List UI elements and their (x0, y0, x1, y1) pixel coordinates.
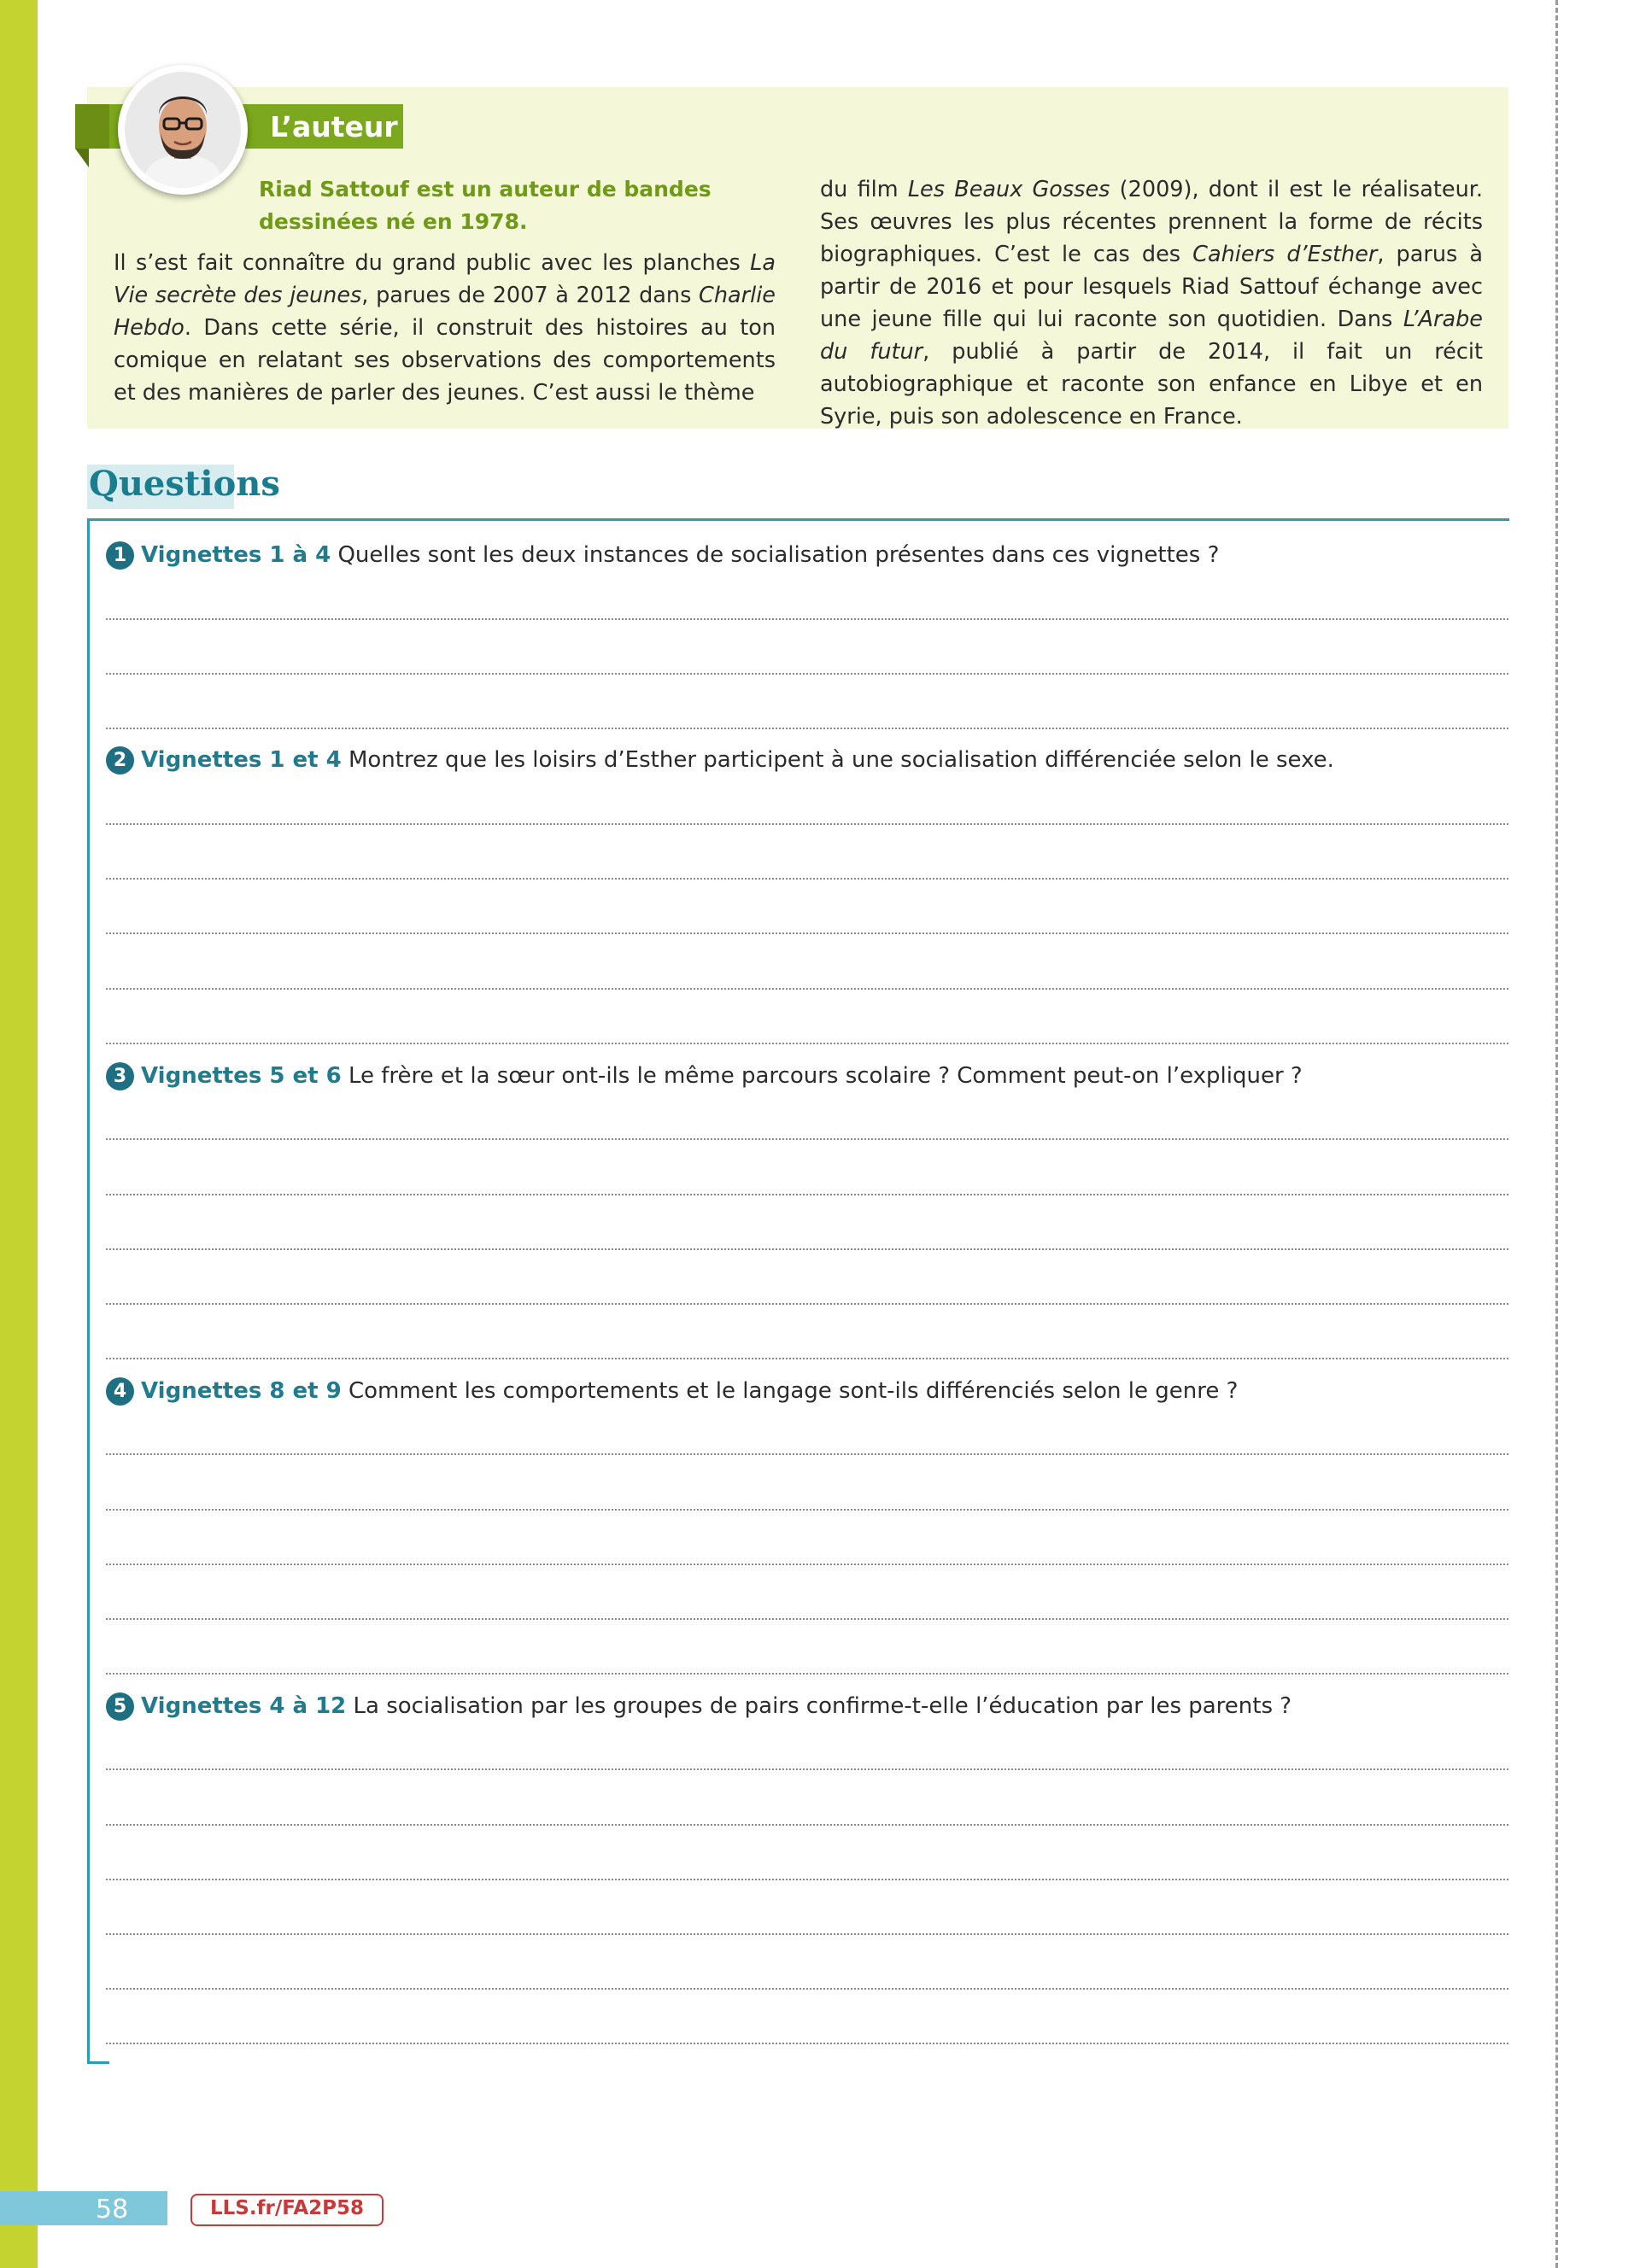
question-number-badge: 2 (106, 746, 134, 775)
author-text-column-1 (114, 247, 776, 409)
question-1 (106, 540, 1507, 570)
text-run: . Dans cette série, il construit des histoires au ton comique en relatant ses observations des comportements et des manières de parler des jeunes. C’est aussi le thème (114, 315, 776, 406)
text-run: du film (820, 177, 908, 202)
text-run: , parues de 2007 à 2012 dans (361, 283, 700, 308)
answer-line[interactable] (106, 988, 1508, 990)
answer-line[interactable] (106, 1879, 1508, 1880)
answer-line[interactable] (106, 1673, 1508, 1675)
italic-title: Charlie Hebdo (114, 283, 776, 341)
question-vignettes: Vignettes 4 à 12 (141, 1693, 347, 1719)
author-tag-fold (75, 149, 89, 167)
author-text-column-2 (820, 173, 1483, 433)
question-text: Le frère et la sœur ont-ils le même parcours scolaire ? Comment peut-on l’expliquer ? (341, 1063, 1303, 1089)
page-number: 58 (96, 2195, 129, 2224)
answer-line[interactable] (106, 728, 1508, 729)
question-vignettes: Vignettes 1 et 4 (141, 747, 342, 773)
italic-title: Les Beaux Gosses (907, 177, 1110, 202)
author-portrait-image (125, 72, 241, 188)
answer-line[interactable] (106, 1358, 1508, 1359)
answer-line[interactable] (106, 1564, 1508, 1565)
answer-line[interactable] (106, 1618, 1508, 1620)
answer-line[interactable] (106, 1248, 1508, 1250)
answer-line[interactable] (106, 1933, 1508, 1935)
text-run: , parus à partir de 2016 et pour lesquels Riad Sattouf échange avec une jeune fille qui lui raconte son quotidien. Dans (820, 242, 1483, 332)
question-2 (106, 745, 1507, 775)
answer-line[interactable] (106, 823, 1508, 825)
question-number-badge: 4 (106, 1377, 134, 1406)
questions-side-rule (87, 518, 90, 2064)
italic-title: La Vie secrète des jeunes (114, 250, 776, 308)
answer-line[interactable] (106, 932, 1508, 934)
answer-line[interactable] (106, 1194, 1508, 1195)
answer-line[interactable] (106, 1768, 1508, 1770)
author-tag-tab (75, 104, 109, 149)
italic-title: Cahiers d’Esther (1192, 242, 1378, 267)
answer-line[interactable] (106, 1988, 1508, 1990)
italic-title: L’Arabe du futur (820, 307, 1483, 365)
left-color-band (0, 0, 38, 2268)
questions-bottom-tick (87, 2061, 109, 2064)
question-text: Comment les comportements et le langage sont-ils différenciés selon le genre ? (341, 1378, 1239, 1404)
question-text: Montrez que les loisirs d’Esther participent à une socialisation différenciée selon le sexe. (341, 747, 1334, 773)
answer-line[interactable] (106, 1824, 1508, 1826)
question-text: La socialisation par les groupes de pairs confirme-t-elle l’éducation par les parents ? (346, 1693, 1292, 1719)
answer-line[interactable] (106, 1509, 1508, 1511)
resource-link[interactable] (190, 2194, 384, 2226)
page-cut-edge (1555, 0, 1558, 2268)
text-run: Il s’est fait connaître du grand public avec les planches (114, 250, 751, 276)
answer-line[interactable] (106, 1453, 1508, 1455)
answer-line[interactable] (106, 2043, 1508, 2044)
answer-line[interactable] (106, 878, 1508, 880)
text-run: , publié à partir de 2014, il fait un récit autobiographique et raconte son enfance en Libye et en Syrie, puis son adolescence en France. (820, 339, 1483, 430)
question-5 (106, 1691, 1507, 1721)
question-number-badge: 3 (106, 1062, 134, 1090)
answer-line[interactable] (106, 1303, 1508, 1305)
question-vignettes: Vignettes 8 et 9 (141, 1378, 342, 1404)
author-lead: Riad Sattouf est un auteur de bandes dessinées né en 1978. (259, 177, 712, 234)
question-3 (106, 1061, 1507, 1091)
page-number-band (0, 2191, 167, 2225)
answer-line[interactable] (106, 1138, 1508, 1140)
text-run: (2009), dont il est le réalisateur. Ses œuvres les plus récentes prennent la forme de récits biographiques. C’est le cas des (820, 177, 1484, 267)
author-portrait (118, 65, 248, 195)
answer-line[interactable] (106, 673, 1508, 675)
answer-line[interactable] (106, 1043, 1508, 1044)
question-vignettes: Vignettes 1 à 4 (141, 542, 331, 568)
question-vignettes: Vignettes 5 et 6 (141, 1063, 342, 1089)
question-4 (106, 1376, 1507, 1406)
question-text: Quelles sont les deux instances de socialisation présentes dans ces vignettes ? (331, 542, 1220, 568)
questions-top-rule (87, 518, 1509, 521)
question-number-badge: 5 (106, 1692, 134, 1721)
questions-title: Questions (89, 464, 280, 504)
question-number-badge: 1 (106, 541, 134, 570)
resource-link-label: LLS.fr/FA2P58 (209, 2197, 365, 2219)
answer-line[interactable] (106, 618, 1508, 620)
author-heading: L’auteur (270, 110, 398, 143)
